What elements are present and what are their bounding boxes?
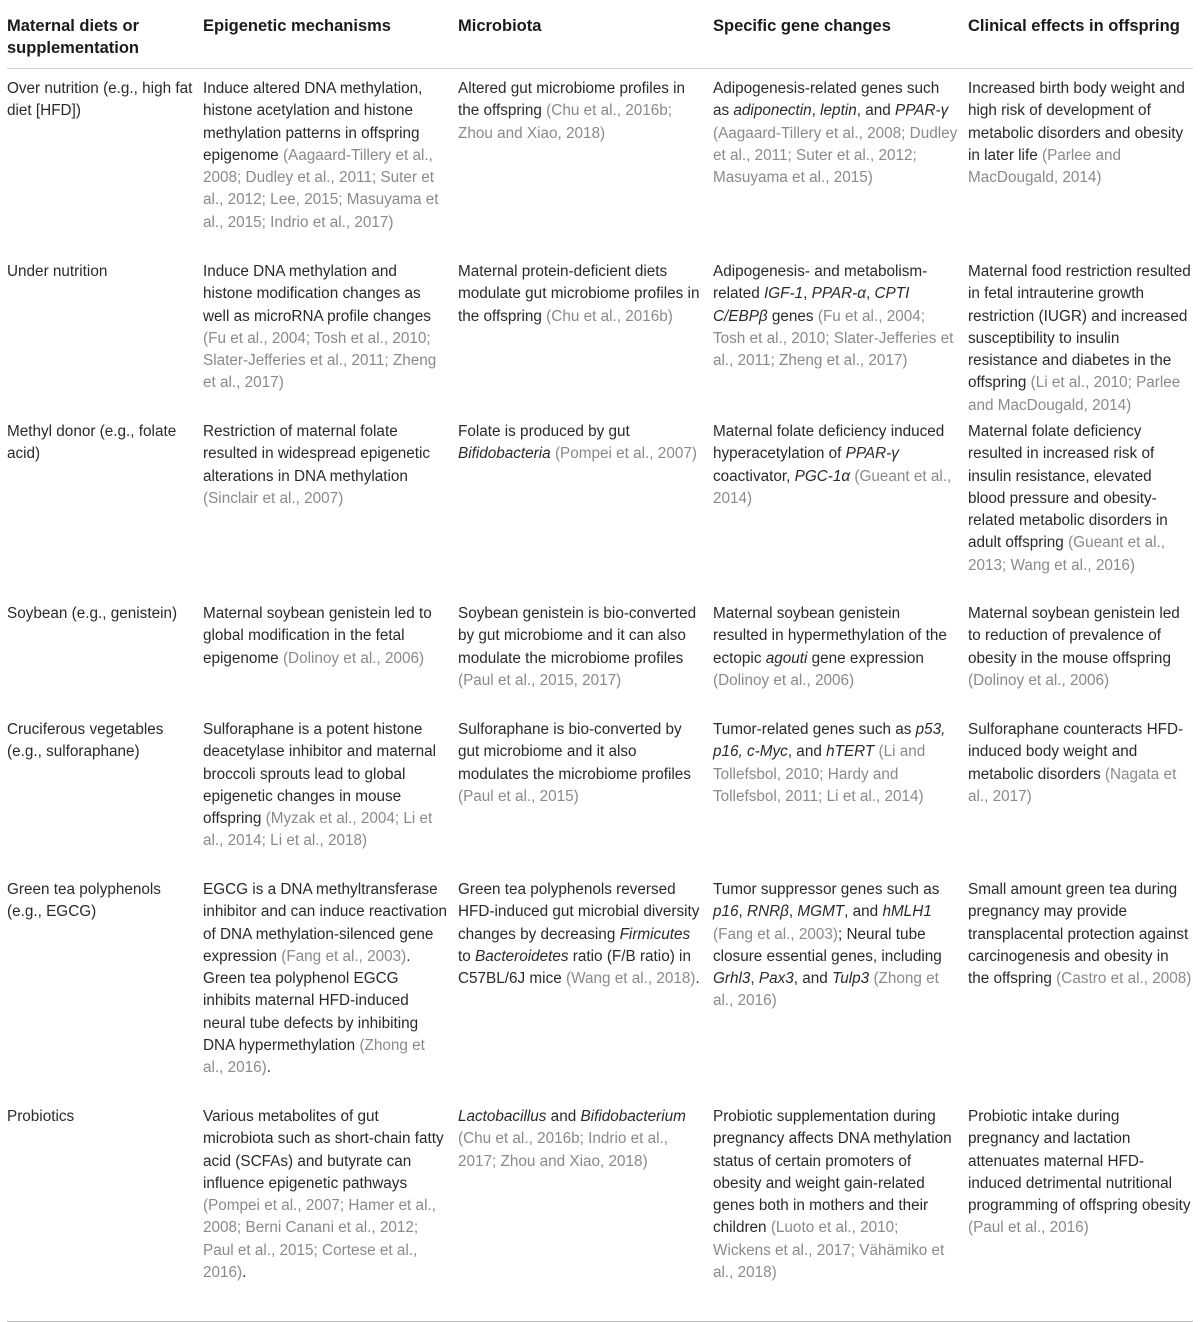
citation: (Fu et al., 2004; Tosh et al., 2010; Slater-Jefferies et al., 2011; Zheng et al., 2017) — [713, 307, 954, 370]
citation: (Aagaard-Tillery et al., 2008; Dudley et al., 2011; Suter et al., 2012; Lee, 2015; Masuyama et al., 2015; Indrio et al., 2017) — [203, 146, 439, 231]
epigenetic-cell — [203, 69, 458, 252]
gene-changes-cell — [713, 252, 968, 412]
citation: (Sinclair et al., 2007) — [203, 489, 344, 507]
text-segment: Adipogenesis- and metabolism-related — [713, 263, 928, 303]
italic-term: Bacteroidetes — [475, 947, 569, 965]
table-row — [7, 412, 1193, 594]
italic-term: agouti — [765, 649, 808, 667]
text-segment: Green tea polyphenols reversed HFD-induced gut microbial diversity changes by decreasing — [458, 881, 700, 943]
text-segment: Maternal soybean genistein led to global modification in the fetal epigenome — [203, 605, 432, 667]
text-segment: Sulforaphane is a potent histone deacetylase inhibitor and maternal broccoli sprouts lead to global epigenetic changes in mouse offspring — [203, 721, 436, 828]
table-row — [7, 252, 1193, 412]
diet-cell: Under nutrition — [7, 263, 108, 280]
microbiota-cell — [458, 69, 713, 252]
italic-term: PGC-1α — [794, 467, 851, 485]
gene-changes-cell — [713, 710, 968, 870]
italic-term: Tulp3 — [832, 970, 870, 988]
epigenetic-cell — [203, 710, 458, 870]
text-segment: Tumor suppressor genes such as — [713, 881, 940, 898]
clinical-effects-cell — [968, 1097, 1193, 1321]
text-segment: Maternal folate deficiency induced hyperacetylation of — [713, 423, 945, 463]
citation: (Pompei et al., 2007) — [554, 445, 697, 463]
text-segment: and — [546, 1108, 581, 1125]
citation: (Fang et al., 2003) — [713, 925, 838, 943]
diet-cell: Cruciferous vegetables (e.g., sulforaphane) — [7, 721, 164, 761]
text-segment: Induce altered DNA methylation, histone acetylation and histone methylation patterns in offspring epigenome — [203, 80, 423, 164]
italic-term: PPAR-α — [811, 285, 866, 303]
text-segment: genes — [767, 307, 818, 325]
microbiota-cell — [458, 252, 713, 412]
citation: (Gueant et al., 2014) — [713, 467, 952, 507]
italic-term: Firmicutes — [619, 925, 691, 943]
citation: (Luoto et al., 2010; Wickens et al., 2017; Vähämiko et al., 2018) — [713, 1219, 945, 1282]
citation: (Fang et al., 2003) — [281, 947, 407, 965]
text-segment: Probiotic supplementation during pregnancy affects DNA methylation status of certain promoters of obesity and weight gain-related genes both in mothers and their children — [713, 1108, 952, 1237]
text-segment: . — [242, 1264, 247, 1282]
citation: (Myzak et al., 2004; Li et al., 2014; Li et al., 2018) — [203, 810, 433, 850]
italic-term: hMLH1 — [882, 903, 932, 921]
italic-term: Bifidobacteria — [458, 445, 551, 463]
citation: (Parlee and MacDougald, 2014) — [968, 146, 1122, 187]
italic-term: IGF-1 — [764, 285, 804, 303]
citation: (Paul et al., 2015, 2017) — [458, 671, 622, 689]
clinical-effects-cell — [968, 710, 1193, 870]
citation: (Chu et al., 2016b) — [546, 307, 673, 325]
table-body — [7, 69, 1193, 1321]
text-segment: Probiotic intake during pregnancy and lactation attenuates maternal HFD-induced detrimental nutritional programming of offspring obesity — [968, 1108, 1191, 1215]
epigenetic-cell — [203, 252, 458, 412]
citation: (Castro et al., 2008) — [1056, 970, 1192, 988]
text-segment: Induce DNA methylation and histone modification changes as well as microRNA profile changes — [203, 263, 431, 325]
italic-term: CPTI C/EBPβ — [713, 285, 910, 325]
text-segment: Maternal food restriction resulted in fetal intrauterine growth restriction (IUGR) and increased susceptibility to insulin resistance and diabetes in the offspring — [968, 263, 1191, 392]
citation: (Zhong et al., 2016) — [203, 1037, 425, 1077]
text-segment: , — [811, 102, 821, 120]
text-segment: coactivator, — [713, 467, 795, 485]
italic-term: Grhl3 — [713, 970, 751, 988]
citation: (Gueant et al., 2013; Wang et al., 2016) — [968, 534, 1166, 574]
italic-term: Bifidobacterium — [580, 1108, 686, 1125]
text-segment: Restriction of maternal folate resulted in widespread epigenetic alterations in DNA methylation — [203, 423, 431, 485]
text-segment: Sulforaphane counteracts HFD-induced body weight and metabolic disorders — [968, 721, 1184, 783]
clinical-effects-cell — [968, 412, 1193, 594]
epigenetic-cell — [203, 412, 458, 594]
text-segment: Maternal soybean genistein led to reduction of prevalence of obesity in the mouse offspring — [968, 605, 1180, 667]
microbiota-cell — [458, 412, 713, 594]
column-header: Microbiota — [458, 17, 542, 35]
citation: (Paul et al., 2016) — [968, 1219, 1089, 1237]
text-segment: , — [788, 903, 798, 921]
gene-changes-cell — [713, 69, 968, 252]
text-segment: , — [803, 285, 812, 303]
clinical-effects-cell — [968, 252, 1193, 412]
italic-term: PPAR-γ — [895, 102, 949, 120]
table-row — [7, 710, 1193, 870]
text-segment: , — [750, 970, 759, 988]
diet-cell: Methyl donor (e.g., folate acid) — [7, 423, 177, 463]
column-header: Epigenetic mechanisms — [203, 17, 391, 35]
italic-term: Lactobacillus — [458, 1108, 547, 1125]
diet-cell: Soybean (e.g., genistein) — [7, 605, 178, 622]
text-segment: Adipogenesis-related genes such as — [713, 80, 940, 120]
text-segment: Altered gut microbiome profiles in the offspring — [458, 80, 686, 120]
gene-changes-cell — [713, 594, 968, 710]
italic-term: adiponectin — [733, 102, 812, 120]
text-segment: , and — [787, 743, 827, 761]
italic-term: Pax3 — [758, 970, 794, 988]
italic-term: leptin — [820, 102, 857, 120]
data-table — [7, 0, 1193, 1322]
citation: (Paul et al., 2015) — [458, 787, 579, 805]
diet-cell: Green tea polyphenols (e.g., EGCG) — [7, 881, 161, 921]
column-header: Clinical effects in offspring — [968, 17, 1180, 35]
citation: (Pompei et al., 2007; Hamer et al., 2008; Berni Canani et al., 2012; Paul et al., 2015; Cortese et al., 2016) — [203, 1197, 436, 1282]
column-header: Specific gene changes — [713, 17, 891, 35]
epigenetic-cell — [203, 870, 458, 1097]
text-segment: Maternal protein-deficient diets modulate gut microbiome profiles in the offspring — [458, 263, 700, 325]
text-segment: EGCG is a DNA methyltransferase inhibitor and can induce reactivation of DNA methylation-silenced gene expression — [203, 881, 448, 965]
microbiota-cell — [458, 710, 713, 870]
italic-term: p53, p16, c-Myc — [713, 721, 946, 761]
text-segment: , and — [793, 970, 833, 988]
citation: (Dolinoy et al., 2006) — [713, 671, 855, 689]
diet-cell: Probiotics — [7, 1108, 75, 1125]
citation: (Chu et al., 2016b; Indrio et al., 2017; Zhou and Xiao, 2018) — [458, 1130, 669, 1170]
gene-changes-cell — [713, 1097, 968, 1321]
citation: (Dolinoy et al., 2006) — [968, 671, 1110, 689]
text-segment: Maternal folate deficiency resulted in increased risk of insulin resistance, elevated blood pressure and obesity-related metabolic disorders in adult offspring — [968, 423, 1168, 552]
table-header-row — [7, 0, 1193, 69]
italic-term: RNRβ — [747, 903, 789, 921]
text-segment: Sulforaphane is bio-converted by gut microbiome and it also modulates the microbiome profiles — [458, 721, 691, 783]
microbiota-cell — [458, 870, 713, 1097]
table-row — [7, 69, 1193, 252]
text-segment: Various metabolites of gut microbiota such as short-chain fatty acid (SCFAs) and butyrate can influence epigenetic pathways — [203, 1108, 444, 1192]
text-segment: Tumor-related genes such as — [713, 721, 916, 738]
gene-changes-cell — [713, 870, 968, 1097]
citation: (Fu et al., 2004; Tosh et al., 2010; Slater-Jefferies et al., 2011; Zheng et al., 2017) — [203, 329, 437, 392]
italic-term: PPAR-γ — [845, 445, 899, 463]
citation: (Aagaard-Tillery et al., 2008; Dudley et al., 2011; Suter et al., 2012; Masuyama et al., 2015) — [713, 124, 958, 187]
text-segment: to — [458, 947, 476, 965]
microbiota-cell — [458, 1097, 713, 1321]
table-row — [7, 1097, 1193, 1321]
text-segment: . — [695, 970, 700, 988]
epigenetic-cell — [203, 1097, 458, 1321]
italic-term: hTERT — [826, 743, 875, 761]
column-header: Maternal diets or supplementation — [7, 17, 140, 57]
citation: (Nagata et al., 2017) — [968, 765, 1177, 805]
text-segment: Folate is produced by gut — [458, 423, 630, 440]
italic-term: p16 — [713, 903, 739, 921]
text-segment: Soybean genistein is bio-converted by gut microbiome and it can also modulate the microbiome profiles — [458, 605, 697, 667]
table-row — [7, 870, 1193, 1097]
citation: (Wang et al., 2018) — [565, 970, 696, 988]
citation: (Li et al., 2010; Parlee and MacDougald, 2014) — [968, 374, 1181, 414]
clinical-effects-cell — [968, 594, 1193, 710]
text-segment: , — [738, 903, 748, 921]
text-segment: gene expression — [807, 649, 924, 667]
italic-term: MGMT — [797, 903, 845, 921]
text-segment: , and — [856, 102, 896, 120]
text-segment: ratio (F/B ratio) in C57BL/6J mice — [458, 947, 691, 988]
clinical-effects-cell — [968, 69, 1193, 252]
text-segment: , — [865, 285, 875, 303]
text-segment: . Green tea polyphenol EGCG inhibits maternal HFD-induced neural tube defects by inhibiting DNA hypermethylation — [203, 947, 419, 1055]
clinical-effects-cell — [968, 870, 1193, 1097]
citation: (Li and Tollefsbol, 2010; Hardy and Tollefsbol, 2011; Li et al., 2014) — [713, 743, 926, 805]
text-segment: ; Neural tube closure essential genes, including — [713, 925, 942, 965]
citation: (Dolinoy et al., 2006) — [282, 649, 425, 667]
diet-cell: Over nutrition (e.g., high fat diet [HFD]) — [7, 80, 193, 120]
text-segment: Maternal soybean genistein resulted in hypermethylation of the ectopic — [713, 605, 947, 667]
text-segment: Increased birth body weight and high risk of development of metabolic disorders and obesity in later life — [968, 80, 1185, 164]
text-segment: . — [266, 1059, 272, 1077]
citation: (Zhong et al., 2016) — [713, 970, 939, 1010]
microbiota-cell — [458, 594, 713, 710]
table-row — [7, 594, 1193, 710]
gene-changes-cell — [713, 412, 968, 594]
citation: (Chu et al., 2016b; Zhou and Xiao, 2018) — [458, 102, 673, 142]
text-segment: Small amount green tea during pregnancy may provide transplacental protection against carcinogenesis and obesity in the offspring — [968, 881, 1189, 988]
epigenetic-cell — [203, 594, 458, 710]
text-segment: , and — [844, 903, 883, 921]
